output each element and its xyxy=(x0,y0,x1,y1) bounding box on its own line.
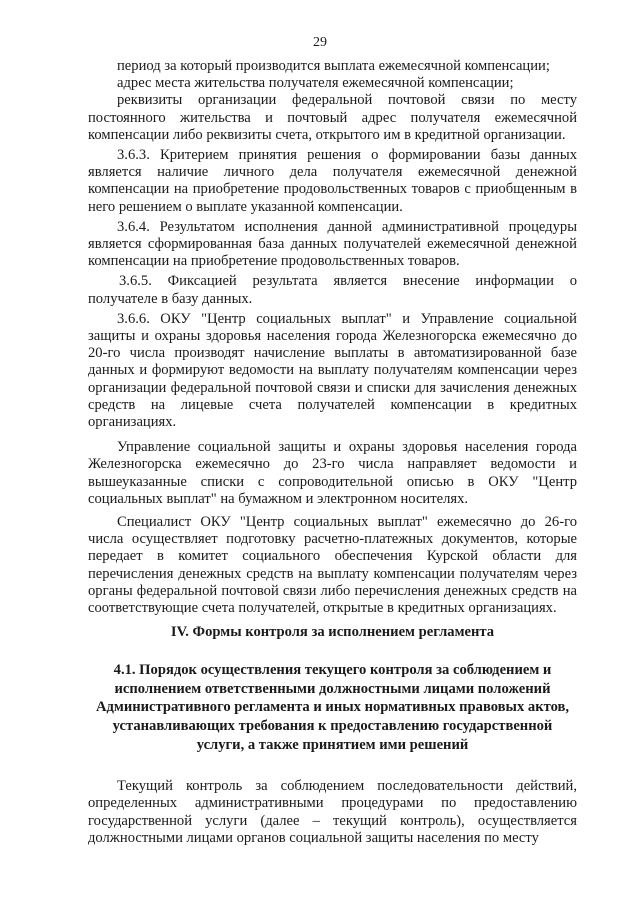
paragraph-payment-period: период за который производится выплата ежемесячной компенсации; xyxy=(117,58,550,74)
page-content xyxy=(88,58,577,847)
page-number: 29 xyxy=(313,35,327,50)
paragraph-3-6-4: 3.6.4. Результатом исполнения данной административной процедуры является сформированная база данных получателей ежемесячной денежной компенсации на приобретение продовольственных товаров. xyxy=(88,218,577,270)
paragraph-residence-address: адрес места жительства получателя ежемесячной компенсации; xyxy=(117,75,514,92)
paragraph-specialist-payments: Специалист ОКУ "Центр социальных выплат" ежемесячно до 26-го числа осуществляет подготовку расчетно-платежных документов, которые передает в комитет социального обеспечения Курской области для перечисления денежных средств на выплату компенсации получателям через органы федеральной почтовой связи либо перечисления денежных средств на соответствующие счета получателей, открытые в кредитных организациях. xyxy=(88,514,577,617)
subsection-heading: 4.1. Порядок осуществления текущего контроля за соблюдением и исполнением ответственными должностными лицами положений Административного регламента и иных нормативных правовых актов, устанавливающих требования к предоставлению государственной услуги, а также принятием ими решений xyxy=(95,662,570,753)
paragraph-3-6-5: 3.6.5. Фиксацией результата является внесение информации о получателе в базу данных. xyxy=(88,273,577,307)
paragraph-current-control: Текущий контроль за соблюдением последовательности действий, определенных административными процедурами по предоставлению государственной услуги (далее – текущий контроль), осуществляется должностными лицами органов социальной защиты населения по месту xyxy=(88,778,577,846)
paragraph-3-6-6: 3.6.6. ОКУ "Центр социальных выплат" и Управление социальной защиты и охраны здоровья населения города Железногорска ежемесячно до 20-го числа производят начисление выплаты в автоматизированной базе данных и формируют ведомости на выплату получателям компенсации через организации федеральной почтовой связи и списки для зачисления денежных средств на лицевые счета получателей компенсации в кредитных организациях. xyxy=(88,310,577,431)
paragraph-postal-details: реквизиты организации федеральной почтовой связи по месту постоянного жительства и почтовый адрес получателя ежемесячной компенсации либо реквизиты счета, открытого им в кредитной организации. xyxy=(88,92,577,143)
paragraph-department-statements: Управление социальной защиты и охраны здоровья населения города Железногорска ежемесячно до 23-го числа направляет ведомости и вышеуказанные списки с сопроводительной описью в ОКУ "Центр социальных выплат" на бумажном и электронном носителях. xyxy=(88,439,577,507)
section-heading: IV. Формы контроля за исполнением регламента xyxy=(170,624,495,641)
paragraph-3-6-3: 3.6.3. Критерием принятия решения о формировании базы данных является наличие личного дела получателя ежемесячной денежной компенсации на приобретение продовольственных товаров с приобщенным в него решением о выплате указанной компенсации. xyxy=(88,147,577,215)
